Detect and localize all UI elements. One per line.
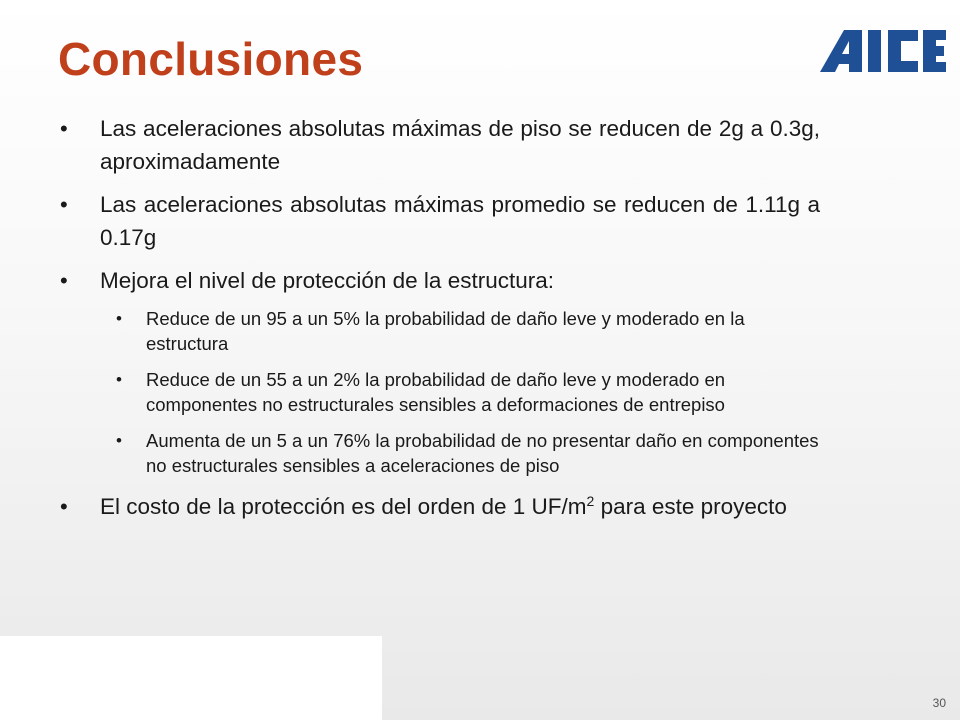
bullet-text-cost-end: para este proyecto xyxy=(594,494,787,519)
sub-bullet-item xyxy=(116,307,826,356)
bullet-item xyxy=(60,112,820,178)
page-number: 30 xyxy=(932,696,946,710)
bullet-item xyxy=(60,188,820,254)
sub-bullet-item xyxy=(116,368,826,417)
sub-bullet-text: Aumenta de un 5 a un 76% la probabilidad de no presentar daño en componentes no estructurales sensibles a aceleraciones de piso xyxy=(146,430,819,476)
sub-bullet-marker: • xyxy=(116,431,122,450)
aice-logo xyxy=(818,26,946,74)
bullet-text-cost: El costo de la protección es del orden de 1 UF/m xyxy=(100,494,587,519)
bullet-item xyxy=(60,264,820,297)
slide-title: Conclusiones xyxy=(58,33,364,85)
sub-bullet-text: Reduce de un 95 a un 5% la probabilidad de daño leve y moderado en la estructura xyxy=(146,308,745,354)
bullet-marker: • xyxy=(60,494,68,519)
bullet-text: Las aceleraciones absolutas máximas de piso se reducen de 2g a 0.3g, aproximadamente xyxy=(100,116,820,174)
bullet-text: Las aceleraciones absolutas máximas promedio se reducen de 1.11g a 0.17g xyxy=(100,192,820,250)
bullet-text: Mejora el nivel de protección de la estructura: xyxy=(100,268,554,293)
sub-bullet-marker: • xyxy=(116,309,122,328)
bullet-marker: • xyxy=(60,192,68,217)
bullet-marker: • xyxy=(60,268,68,293)
sub-bullet-marker: • xyxy=(116,370,122,389)
superscript-two: 2 xyxy=(586,493,595,509)
bullet-item xyxy=(60,490,820,523)
sub-bullet-item xyxy=(116,429,826,478)
bullet-list xyxy=(60,112,820,533)
sub-bullet-text: Reduce de un 55 a un 2% la probabilidad de daño leve y moderado en componentes no estructurales sensibles a deformaciones de entrepiso xyxy=(146,369,726,415)
bullet-marker: • xyxy=(60,116,68,141)
bottom-left-panel xyxy=(0,636,382,720)
